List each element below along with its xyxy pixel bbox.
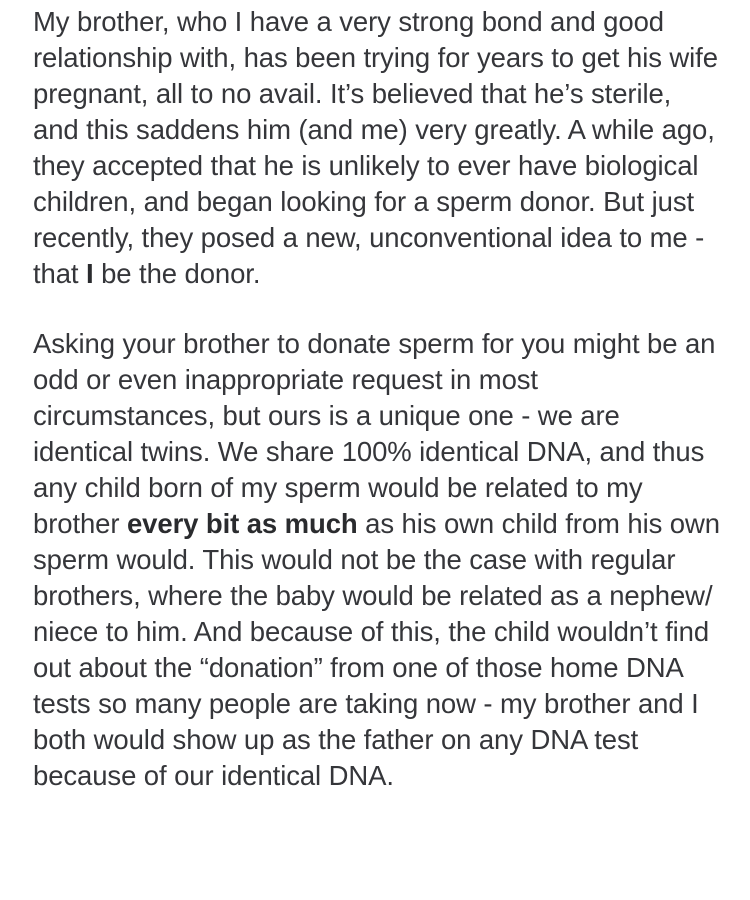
paragraph-2 — [33, 326, 722, 794]
paragraph-1-text-a: My brother, who I have a very strong bond and good relationship with, has been trying for years to get his wife pregnant, all to no avail. It’s believed that he’s sterile, and this saddens him (and me) very greatly. A while ago, they accepted that he is unlikely to ever have biological children, and began looking for a sperm donor. But just recently, they posed a new, unconventional idea to me - that — [33, 6, 718, 289]
paragraph-2-text-a: Asking your brother to donate sperm for you might be an odd or even inappropriate request in most circumstances, but ours is a unique one - we are identical twins. We share 100% identical DNA, and thus any child born of my sperm would be related to my brother — [33, 328, 716, 539]
paragraph-1-text-b: be the donor. — [93, 258, 261, 289]
paragraph-2-bold: every bit as much — [126, 508, 358, 539]
paragraph-1-bold: I — [86, 258, 94, 289]
paragraph-1 — [33, 0, 722, 292]
paragraph-2-text-b: as his own child from his own sperm would. This would not be the case with regular brothers, where the baby would be related as a nephew/ niece to him. And because of this, the child wouldn’t find out about the “donation” from one of those home DNA tests so many people are taking now - my brother and I both would show up as the father on any DNA test because of our identical DNA. — [33, 508, 720, 791]
